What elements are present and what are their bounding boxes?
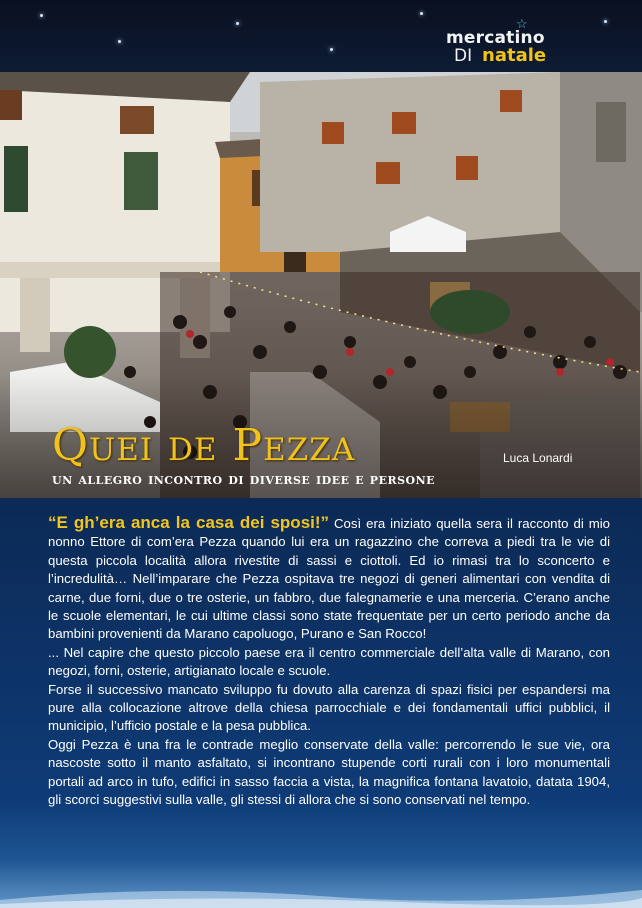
brand-line1: mercatino [446, 28, 545, 48]
paragraph-text: Così era iniziato quella sera il racconto di mio nonno Ettore di com’era Pezza quando lui era un ragazzino che correva a piedi tra le vie di questa piccola località allora rivestite di sassi e ciottoli. Ed io rimasi tra lo sconcerto e l’incredulità… Nell’imparare che Pezza ospitava tre negozi di generi alimentari con vendita di carne, due forni, due o tre osterie, un fabbro, due falegnamerie e una merceria. C’erano anche le scuole elementari, le cui ultime classi sono state frequentate per un certo periodo anche da bambini provenienti da Marano capoluogo, Purano e San Rocco! [48, 516, 610, 642]
star-decoration [40, 14, 43, 17]
header-band [0, 0, 642, 72]
brand-logo [440, 14, 590, 66]
star-decoration [604, 20, 607, 23]
star-decoration [420, 12, 423, 15]
article-paragraph: Oggi Pezza è una fra le contrade meglio conservate della valle: percorrendo le sue vie, ora nascoste sotto il manto asfaltato, si incontrano stupende corti rurali con i loro monumentali portali ad arco in tufo, edifici in sasso faccia a vista, la magnifica fontana lavatoio, datata 1904, gli scorci suggestivi sulla valle, gli stessi di allora che si sono conservati nel tempo. [48, 736, 610, 808]
article-subtitle: un allegro incontro di diverse idee e persone [52, 470, 436, 488]
star-decoration [118, 40, 121, 43]
article-author: Luca Lonardi [503, 451, 573, 465]
star-icon: ☆ [516, 16, 528, 31]
article-paragraph [48, 514, 610, 644]
article-body [48, 514, 610, 810]
article-title: Quei de Pezza [52, 420, 356, 471]
article-paragraph: Forse il successivo mancato sviluppo fu dovuto alla carenza di spazi fisici per espandersi ma pure alla collocazione altrove della chiesa parrocchiale e dei fondamentali uffici pubblici, il municipio, l’ufficio postale e la pesa pubblica. [48, 681, 610, 734]
article-paragraph: ... Nel capire che questo piccolo paese era il centro commerciale dell’alta valle di Marano, con negozi, forni, osterie, artigianato locale e scuole. [48, 644, 610, 679]
star-decoration [330, 48, 333, 51]
brand-line2-prefix: DI [454, 46, 473, 66]
star-decoration [236, 22, 239, 25]
opening-quote: “E gh’era anca la casa dei sposi!” [48, 513, 330, 532]
brand-line2-word: natale [482, 45, 547, 66]
snow-swirl-decoration [0, 880, 642, 908]
